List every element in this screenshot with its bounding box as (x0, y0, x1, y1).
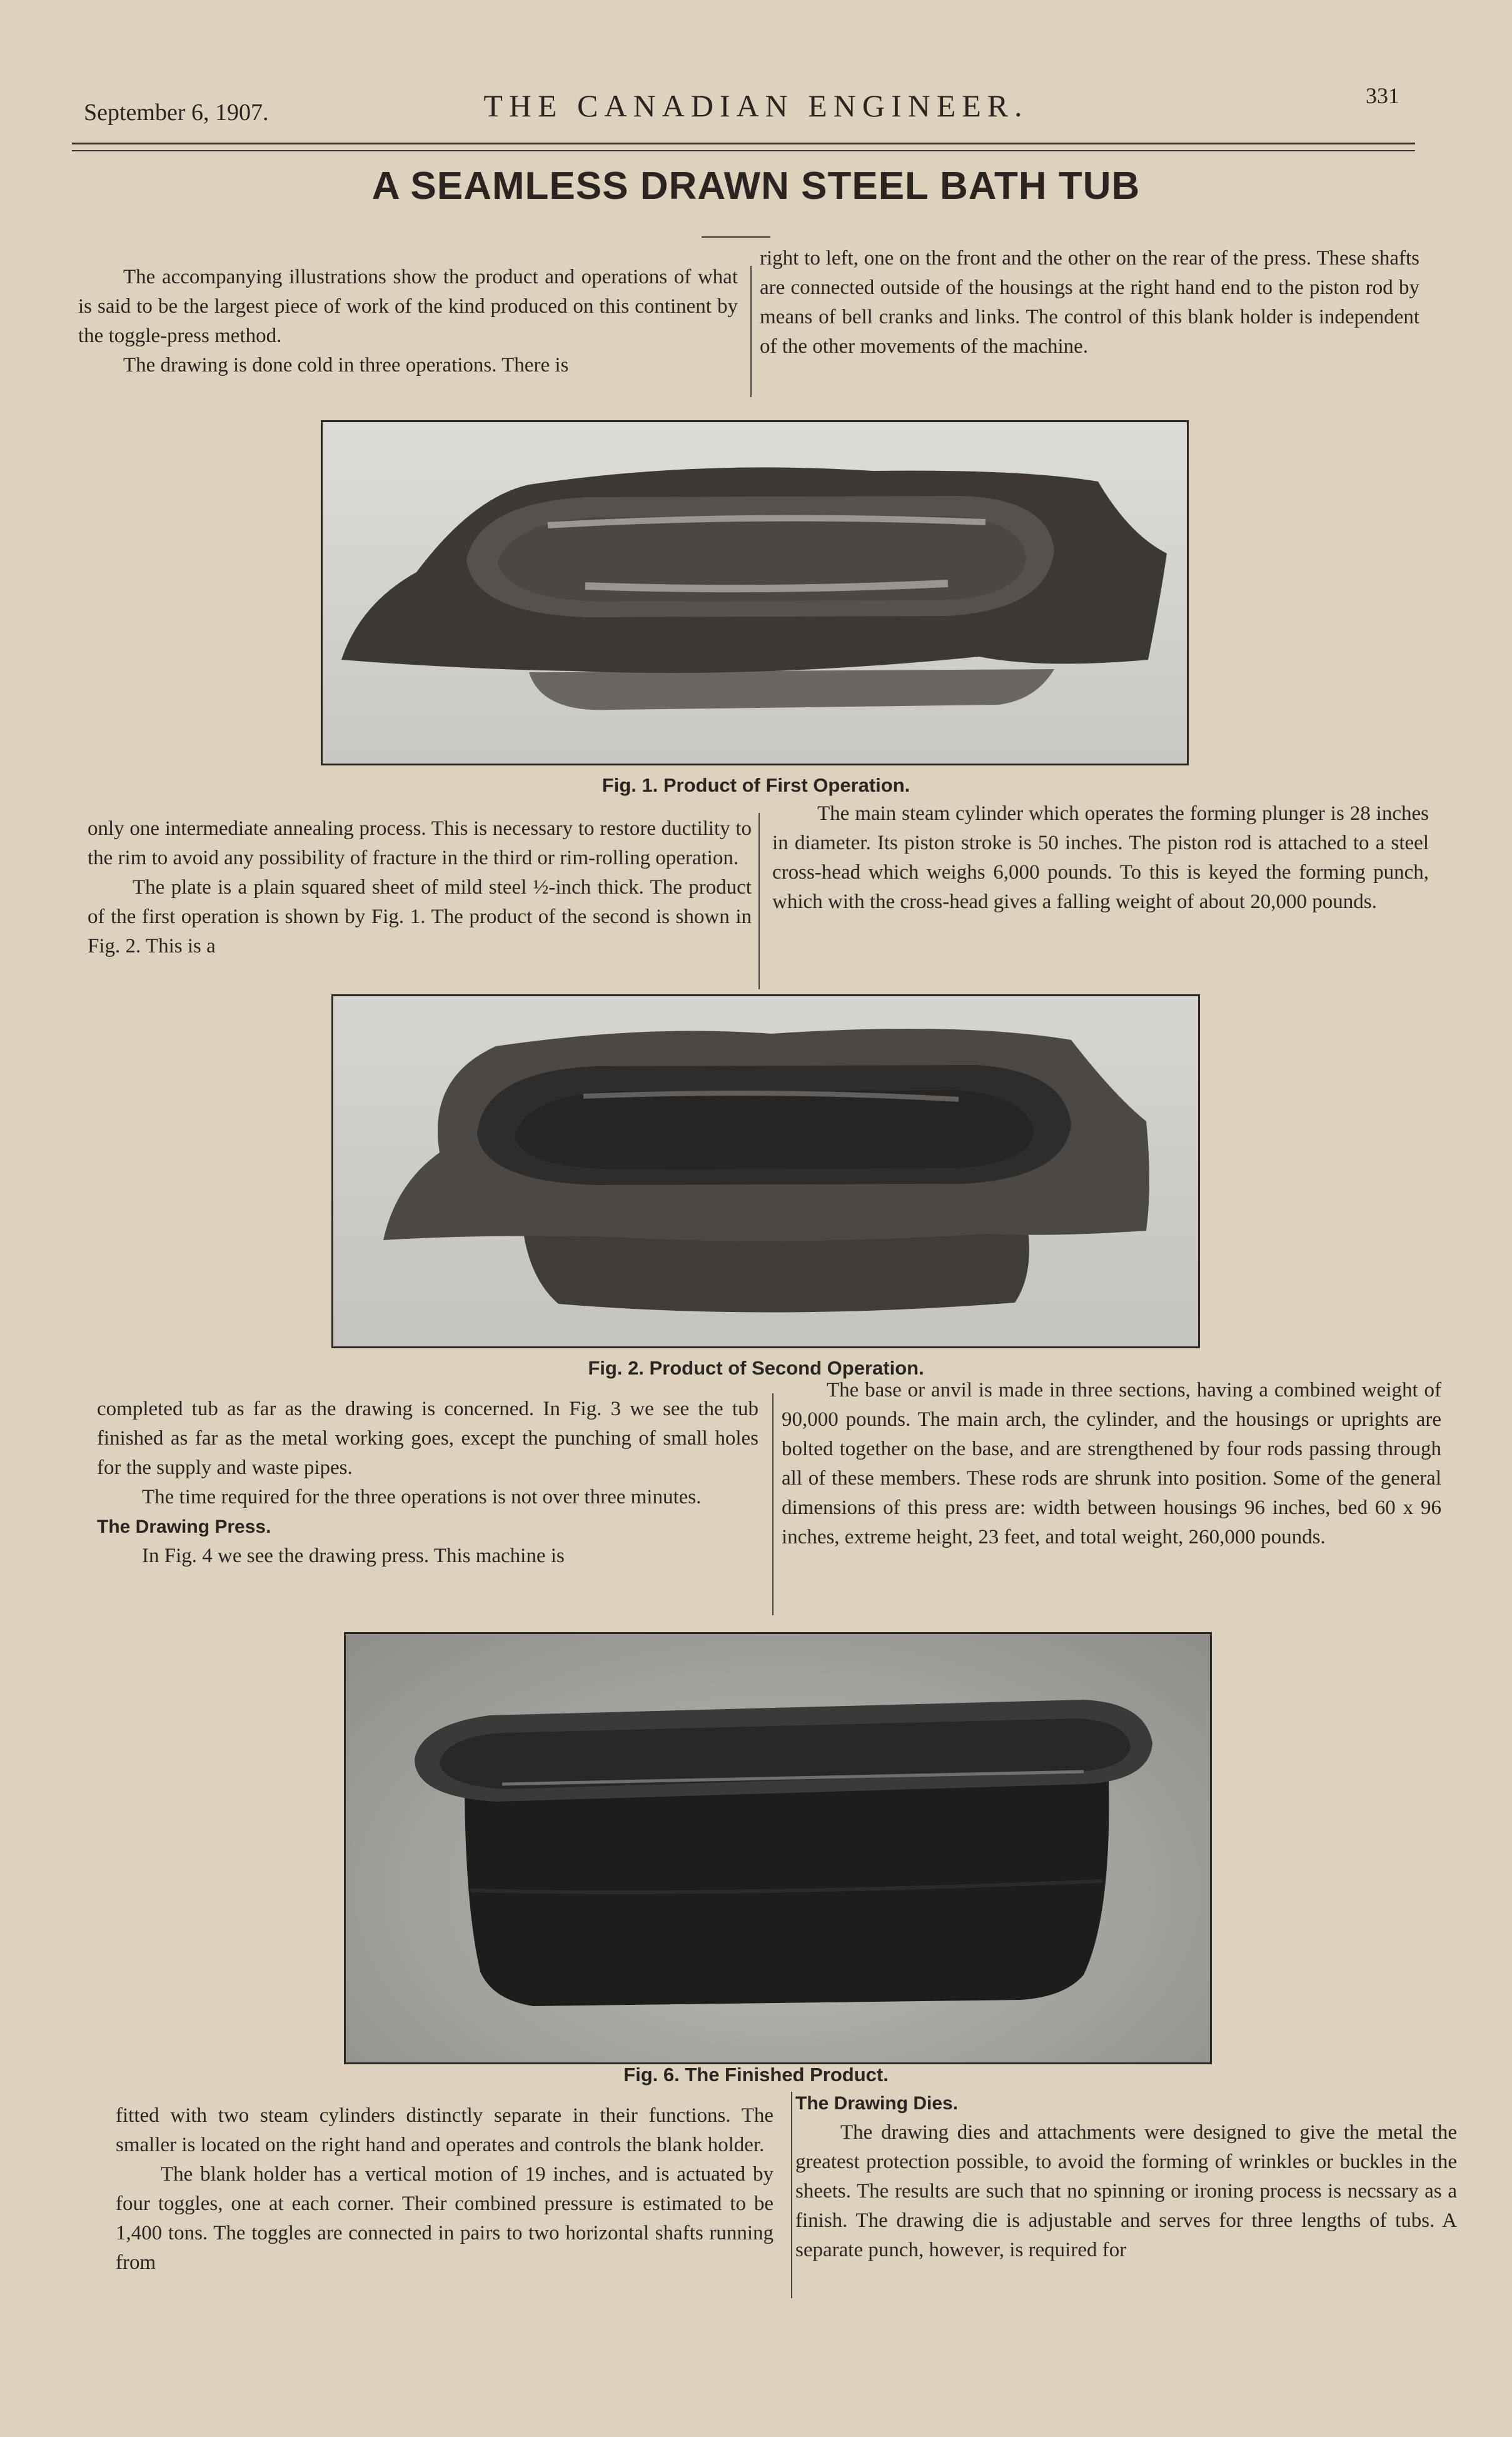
subheading-drawing-dies: The Drawing Dies. (795, 2093, 959, 2114)
text-column-3-right (782, 1376, 1441, 1552)
column-divider (791, 2092, 792, 2298)
tub-second-operation-image (333, 996, 1198, 1346)
header-rule-top (72, 143, 1415, 144)
page-number: 331 (1366, 83, 1399, 108)
text-column-2-right (772, 799, 1429, 917)
text-column-4-right (795, 2089, 1457, 2265)
running-header (75, 83, 1437, 131)
figure-1-photo (321, 420, 1189, 765)
text-column-4-left (116, 2101, 774, 2278)
paragraph: The main steam cylinder which operates the forming plunger is 28 inches in diameter. Its piston stroke is 50 inches. The piston rod is attached to a steel cross-head which weighs 6,000 pounds. To this is keyed the forming punch, which with the cross-head gives a falling weight of about 20,000 pounds. (772, 802, 1429, 913)
paragraph: The time required for the three operations is not over three minutes. (142, 1486, 702, 1508)
text-column-1-right (760, 244, 1419, 361)
paragraph: The plate is a plain squared sheet of mild steel ½-inch thick. The product of the first operation is shown by Fig. 1. The product of the second is shown in Fig. 2. This is a (88, 876, 752, 957)
figure-6-caption: Fig. 6. The Finished Product. (623, 2064, 889, 2086)
finished-tub-image (346, 1634, 1210, 2062)
column-divider (750, 266, 752, 397)
subheading-drawing-press: The Drawing Press. (97, 1516, 271, 1537)
text-column-2-left (88, 814, 752, 961)
paragraph: The accompanying illustrations show the product and operations of what is said to be the largest piece of work of the kind produced on this continent by the toggle-press method. (78, 266, 738, 347)
paragraph: completed tub as far as the drawing is concerned. In Fig. 3 we see the tub finished as far as the metal working goes, except the punching of small holes for the supply and waste pipes. (97, 1398, 759, 1479)
figure-6-photo (344, 1632, 1212, 2064)
column-divider (759, 813, 760, 989)
text-column-3-left (97, 1395, 759, 1571)
paragraph: In Fig. 4 we see the drawing press. This machine is (142, 1545, 565, 1567)
title-divider (702, 236, 770, 238)
paragraph: fitted with two steam cylinders distinctly separate in their functions. The smaller is located on the right hand and operates and controls the blank holder. (116, 2104, 774, 2156)
paragraph: only one intermediate annealing process. This is necessary to restore ductility to the rim to avoid any possibility of fracture in the third or rim-rolling operation. (88, 817, 752, 869)
paragraph: The base or anvil is made in three sections, having a combined weight of 90,000 pounds. The main arch, the cylinder, and the housings or uprights are bolted together on the base, and are strengthened by four rods passing through all of these members. These rods are shrunk into position. Some of the general dimensions of this press are: width between housings 96 inches, bed 60 x 96 inches, extreme height, 23 feet, and total weight, 260,000 pounds. (782, 1379, 1441, 1548)
figure-2-caption: Fig. 2. Product of Second Operation. (588, 1357, 924, 1379)
tub-first-operation-image (323, 422, 1187, 764)
issue-date: September 6, 1907. (84, 99, 269, 126)
paragraph: right to left, one on the front and the other on the rear of the press. These shafts are connected outside of the housings at the right hand end to the piston rod by means of bell cranks and links. The control of this blank holder is independent of the other movements of the machine. (760, 247, 1419, 358)
header-rule-bottom (72, 150, 1415, 151)
figure-2-photo (331, 994, 1200, 1348)
column-divider (772, 1393, 774, 1615)
paragraph: The blank holder has a vertical motion of 19 inches, and is actuated by four toggles, one at each corner. Their combined pressure is estimated to be 1,400 tons. The toggles are connected in pairs to two horizontal shafts running from (116, 2163, 774, 2274)
article-title: A SEAMLESS DRAWN STEEL BATH TUB (371, 164, 1141, 208)
text-column-1-left (78, 263, 738, 380)
paragraph: The drawing dies and attachments were designed to give the metal the greatest protection possible, to avoid the forming of wrinkles or buckles in the sheets. The results are such that no spinning or ironing process is necssary as a finish. The drawing die is adjustable and serves for three lengths of tubs. A separate punch, however, is required for (795, 2121, 1457, 2261)
figure-1-caption: Fig. 1. Product of First Operation. (602, 774, 910, 796)
paragraph: The drawing is done cold in three operations. There is (123, 354, 569, 376)
publication-name: THE CANADIAN ENGINEER. (483, 88, 1029, 123)
